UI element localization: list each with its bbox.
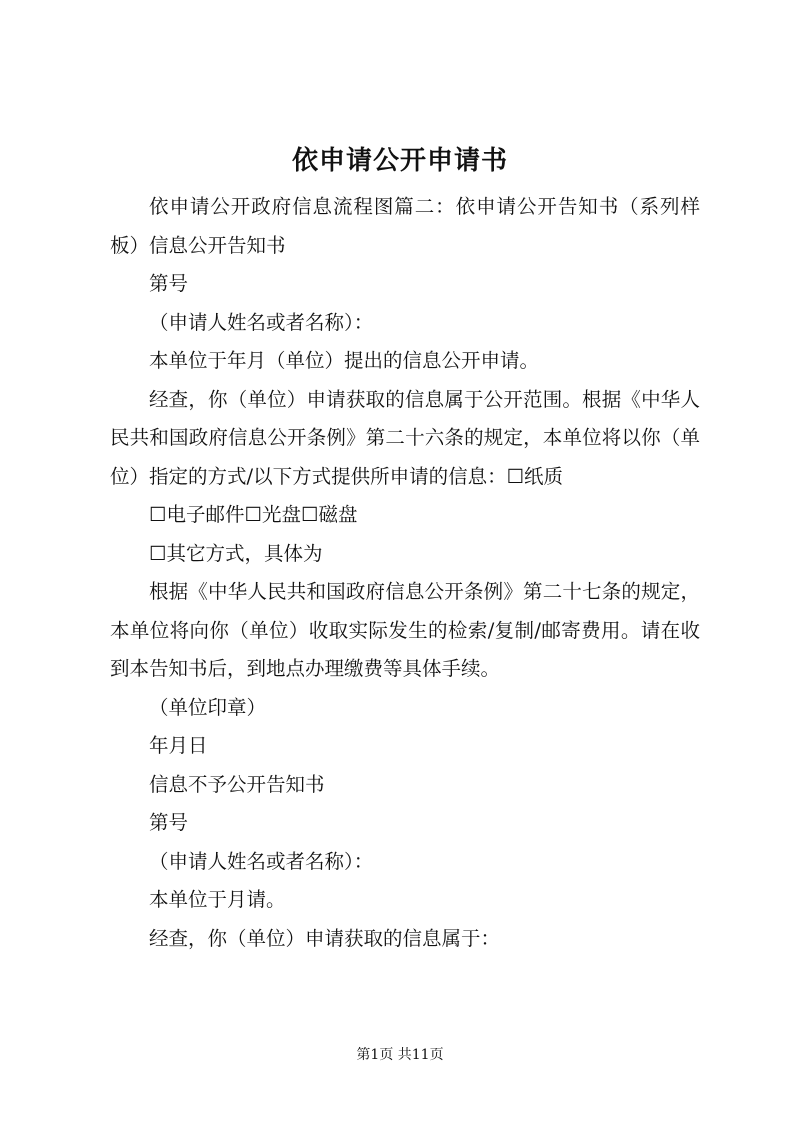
paragraph-review-result: 经查，你（单位）申请获取的信息属于公开范围。根据《中华人民共和国政府信息公开条例》第二十六条的规定，本单位将以你（单位）指定的方式/以下方式提供所申请的信息：☐纸质: [110, 387, 700, 488]
document-title: 依申请公开申请书: [291, 146, 508, 176]
paragraph-number: 第号: [149, 272, 189, 295]
paragraph-refusal-heading: 信息不予公开告知书: [149, 772, 325, 796]
paragraph-review-2: 经查，你（单位）申请获取的信息属于：: [149, 926, 501, 950]
paragraph-fees: 根据《中华人民共和国政府信息公开条例》第二十七条的规定，本单位将向你（单位）收取实际发生的检索/复制/邮寄费用。请在收到本告知书后，到地点办理缴费等具体手续。: [110, 580, 700, 680]
page-footer: 第1页 共11页: [356, 1047, 444, 1063]
paragraph-request-2: 本单位于月请。: [149, 888, 286, 911]
paragraph-number-2: 第号: [149, 811, 189, 834]
paragraph-applicant: （申请人姓名或者名称）：: [149, 310, 374, 334]
paragraph-applicant-2: （申请人姓名或者名称）：: [149, 849, 374, 873]
paragraph-intro: 依申请公开政府信息流程图篇二：依申请公开告知书（系列样板）信息公开告知书: [110, 195, 700, 257]
document-body: [110, 188, 700, 958]
paragraph-request-date: 本单位于年月（单位）提出的信息公开申请。: [149, 349, 540, 372]
paragraph-seal: （单位印章）: [149, 695, 267, 719]
paragraph-delivery-options: ☐电子邮件☐光盘☐磁盘: [149, 503, 358, 526]
paragraph-other-method: ☐其它方式，具体为: [149, 541, 323, 565]
paragraph-date: 年月日: [149, 734, 208, 757]
